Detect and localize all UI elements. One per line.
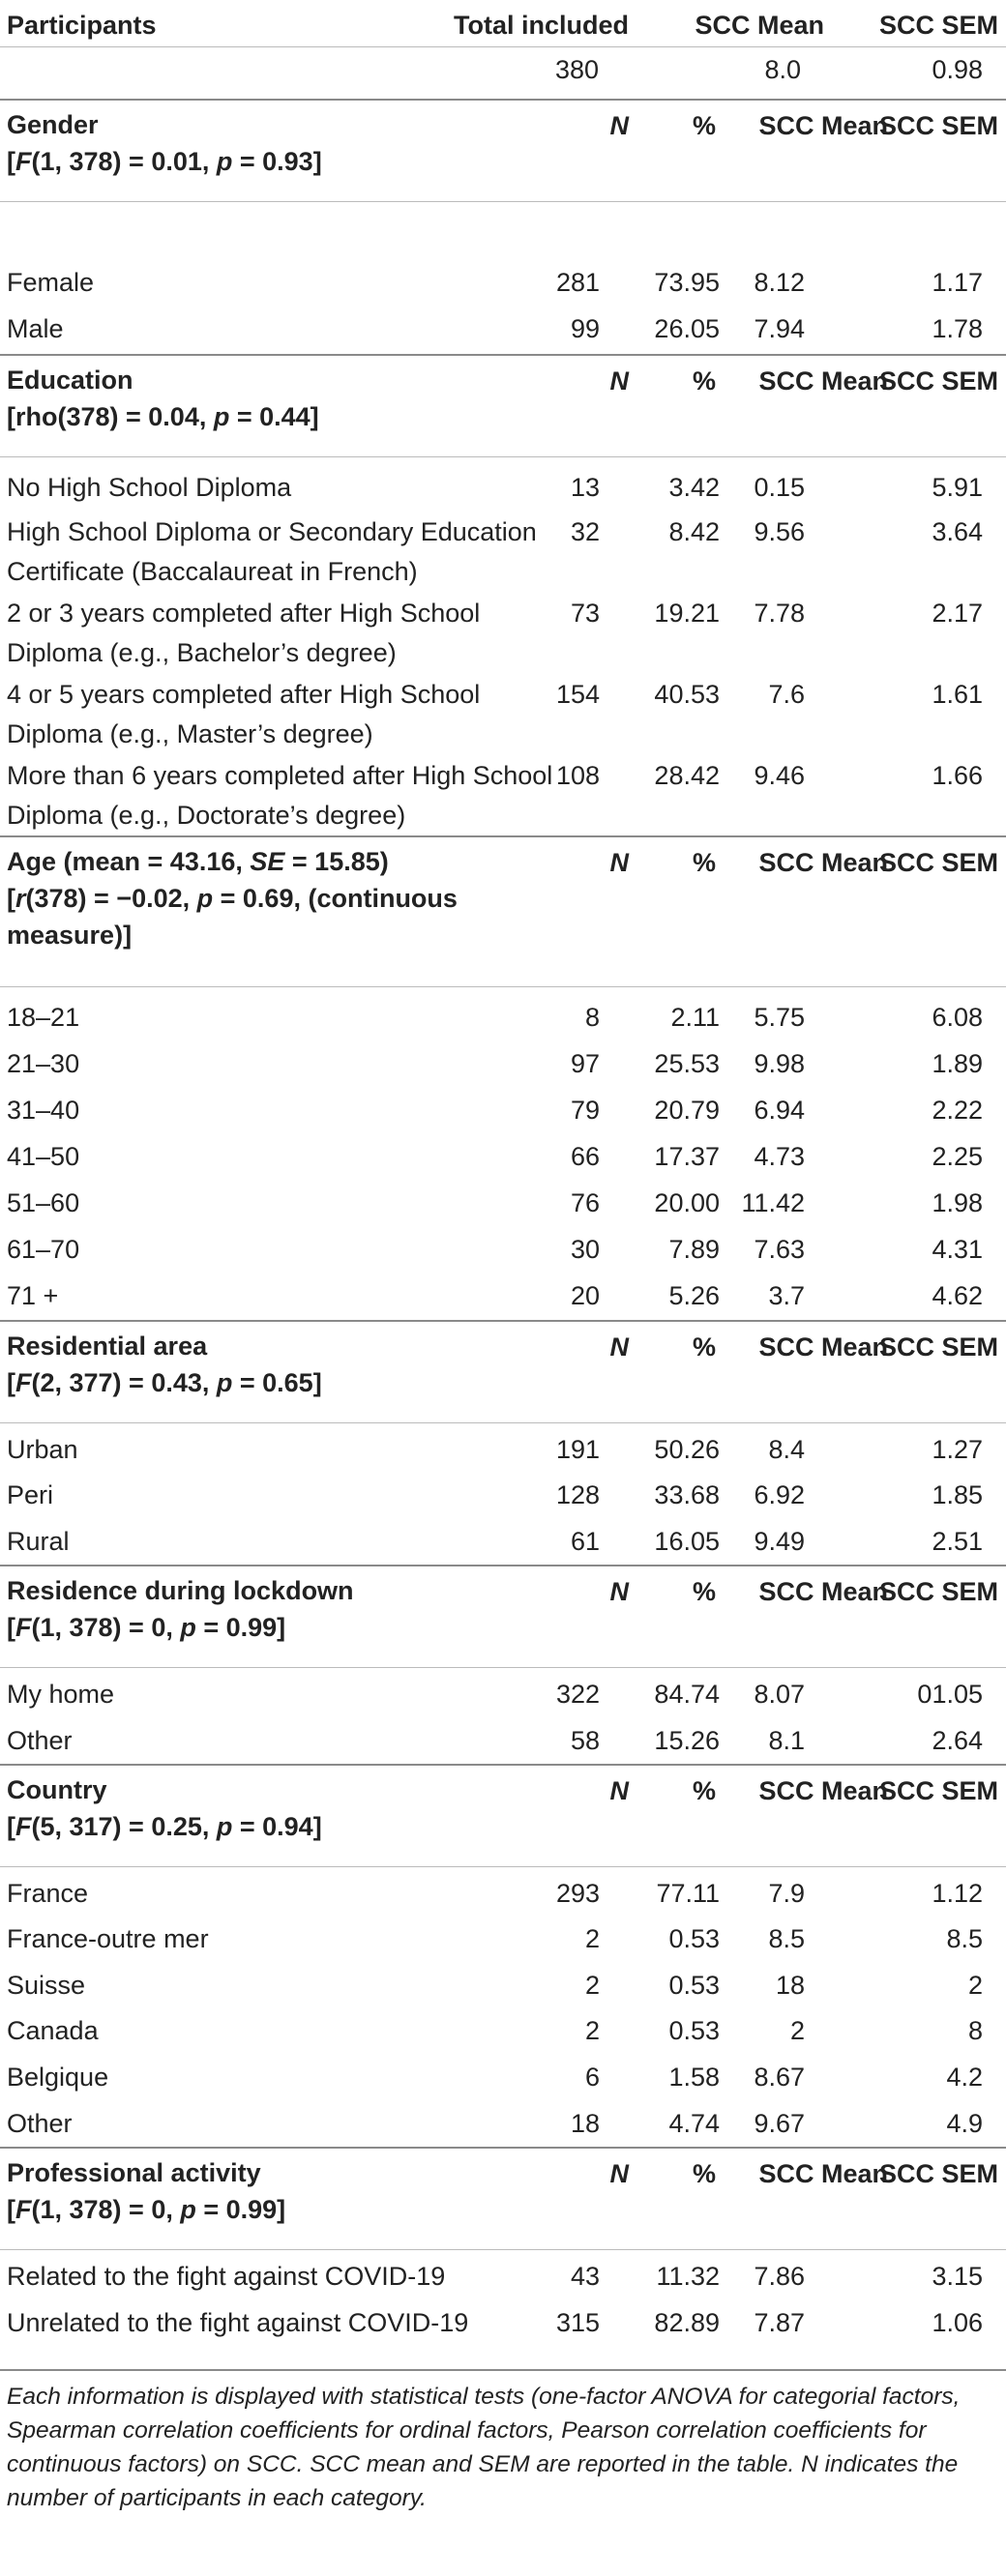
row-n: 2 — [584, 1924, 600, 1953]
row-label: More than 6 years completed after High School Diploma (e.g., Doctorate’s degree) — [7, 761, 553, 830]
row-scc-mean: 6.92 — [754, 1480, 805, 1509]
table-row — [0, 1673, 1006, 1717]
row-scc-sem: 1.61 — [932, 680, 983, 709]
divider — [0, 986, 1006, 987]
row-scc-mean: 8.67 — [754, 2063, 805, 2092]
row-scc-mean: 4.73 — [754, 1142, 805, 1171]
row-n: 76 — [570, 1188, 600, 1217]
row-n: 8 — [584, 1003, 600, 1032]
column-header-percent: % — [692, 111, 716, 140]
row-label: Rural — [7, 1527, 70, 1556]
row-scc-mean: 7.87 — [754, 2308, 805, 2337]
row-scc-mean: 7.78 — [754, 599, 805, 628]
row-scc-sem: 8 — [967, 2016, 983, 2045]
table-row — [0, 1719, 1006, 1764]
row-percent: 82.89 — [654, 2308, 720, 2337]
column-header-scc-mean: SCC Mean — [758, 111, 888, 140]
column-header-n: N — [609, 1332, 629, 1361]
row-scc-sem: 1.06 — [932, 2308, 983, 2337]
row-n: 154 — [555, 680, 600, 709]
row-n: 293 — [555, 1879, 600, 1908]
row-percent: 11.32 — [656, 2262, 720, 2291]
row-scc-sem: 3.15 — [932, 2262, 983, 2291]
section-header-professional-activity — [0, 2149, 1006, 2255]
row-percent: 1.58 — [668, 2063, 720, 2092]
row-n: 79 — [570, 1096, 600, 1125]
row-percent: 3.42 — [668, 473, 720, 502]
row-percent: 0.53 — [668, 1971, 720, 2000]
row-scc-sem: 6.08 — [932, 1003, 983, 1032]
row-percent: 2.11 — [670, 1003, 720, 1032]
table-row — [0, 592, 1006, 673]
row-scc-sem: 4.2 — [946, 2063, 983, 2092]
row-label: France-outre mer — [7, 1924, 209, 1953]
section-header-education — [0, 356, 1006, 462]
column-header-scc-mean: SCC Mean — [758, 1577, 888, 1606]
row-scc-mean: 8.12 — [754, 268, 805, 297]
row-n: 97 — [570, 1049, 600, 1078]
table-header-row — [0, 0, 1006, 43]
row-n: 73 — [570, 599, 600, 628]
row-n: 99 — [570, 314, 600, 343]
row-label: Other — [7, 1726, 73, 1755]
row-scc-mean: 11.42 — [741, 1188, 805, 1217]
column-header-scc-sem: SCC SEM — [878, 848, 998, 877]
row-label: 2 or 3 years completed after High School Diploma (e.g., Bachelor’s degree) — [7, 599, 481, 667]
row-scc-mean: 9.49 — [754, 1527, 805, 1556]
overall-sem: 0.98 — [932, 55, 983, 84]
table-row — [0, 1135, 1006, 1180]
table-row — [0, 673, 1006, 754]
row-scc-mean: 9.98 — [754, 1049, 805, 1078]
row-n: 32 — [570, 517, 600, 546]
row-label: 18–21 — [7, 1003, 80, 1032]
row-scc-sem: 1.89 — [932, 1049, 983, 1078]
row-scc-mean: 8.5 — [768, 1924, 805, 1953]
column-header-scc-sem: SCC SEM — [878, 111, 998, 140]
row-scc-sem: 3.64 — [932, 517, 983, 546]
column-header-percent: % — [692, 848, 716, 877]
row-percent: 40.53 — [654, 680, 720, 709]
divider — [0, 1422, 1006, 1423]
row-scc-mean: 8.4 — [768, 1435, 805, 1464]
row-n: 322 — [555, 1680, 600, 1709]
row-label: Male — [7, 314, 64, 343]
table-row — [0, 2102, 1006, 2147]
table-row — [0, 1089, 1006, 1133]
row-scc-mean: 18 — [775, 1971, 805, 2000]
table-row — [0, 996, 1006, 1040]
row-percent: 73.95 — [654, 268, 720, 297]
row-scc-mean: 2 — [789, 2016, 805, 2045]
row-n: 61 — [570, 1527, 600, 1556]
row-n: 315 — [555, 2308, 600, 2337]
divider — [0, 456, 1006, 457]
row-label: 21–30 — [7, 1049, 80, 1078]
row-percent: 0.53 — [668, 2016, 720, 2045]
table-row — [0, 1520, 1006, 1565]
row-label: Female — [7, 268, 95, 297]
column-header-scc-mean: SCC Mean — [758, 2159, 888, 2188]
column-header-percent: % — [692, 366, 716, 395]
row-percent: 77.11 — [656, 1879, 720, 1908]
row-label: 41–50 — [7, 1142, 80, 1171]
header-scc-mean: SCC Mean — [695, 11, 824, 40]
section-title: Education [rho(378) = 0.04, p = 0.44] — [7, 366, 319, 431]
column-header-n: N — [609, 1776, 629, 1805]
divider — [0, 1866, 1006, 1867]
column-header-percent: % — [692, 2159, 716, 2188]
section-title: Residence during lockdown [F(1, 378) = 0, p = 0.99] — [7, 1576, 354, 1642]
row-scc-sem: 2.17 — [932, 599, 983, 628]
column-header-scc-sem: SCC SEM — [878, 366, 998, 395]
row-n: 108 — [555, 761, 600, 790]
table-row — [0, 1872, 1006, 1917]
row-scc-sem: 1.85 — [932, 1480, 983, 1509]
section-title: Professional activity [F(1, 378) = 0, p = 0.99] — [7, 2158, 286, 2224]
table-row — [0, 1228, 1006, 1273]
row-n: 191 — [555, 1435, 600, 1464]
row-percent: 26.05 — [654, 314, 720, 343]
table-row — [0, 2301, 1006, 2346]
row-n: 20 — [570, 1281, 600, 1310]
column-header-scc-sem: SCC SEM — [878, 2159, 998, 2188]
column-header-scc-sem: SCC SEM — [878, 1776, 998, 1805]
section-title: Country [F(5, 317) = 0.25, p = 0.94] — [7, 1775, 322, 1841]
row-label: High School Diploma or Secondary Education Certificate (Baccalaureat in French) — [7, 517, 537, 586]
row-n: 30 — [570, 1235, 600, 1264]
row-scc-sem: 4.9 — [946, 2109, 983, 2138]
row-percent: 17.37 — [654, 1142, 720, 1171]
header-total-included: Total included — [454, 11, 629, 40]
row-scc-sem: 8.5 — [946, 1924, 983, 1953]
section-title: Residential area [F(2, 377) = 0.43, p = 0.65] — [7, 1332, 322, 1397]
section-title: Age (mean = 43.16, SE = 15.85) [r(378) = −0.02, p = 0.69, (continuous measure)] — [7, 847, 458, 950]
row-label: No High School Diploma — [7, 473, 292, 502]
row-label: Belgique — [7, 2063, 109, 2092]
section-header-residential-area — [0, 1322, 1006, 1428]
row-percent: 8.42 — [668, 517, 720, 546]
row-scc-sem: 1.98 — [932, 1188, 983, 1217]
row-n: 43 — [570, 2262, 600, 2291]
divider — [0, 201, 1006, 202]
column-header-percent: % — [692, 1332, 716, 1361]
table-row — [0, 1964, 1006, 2008]
table-row — [0, 1474, 1006, 1518]
table-row — [0, 1042, 1006, 1087]
row-scc-sem: 1.78 — [932, 314, 983, 343]
row-label: 4 or 5 years completed after High School Diploma (e.g., Master’s degree) — [7, 680, 481, 748]
row-scc-mean: 7.94 — [754, 314, 805, 343]
row-percent: 7.89 — [668, 1235, 720, 1264]
column-header-n: N — [609, 366, 629, 395]
overall-mean: 8.0 — [764, 55, 801, 84]
row-scc-sem: 2.64 — [932, 1726, 983, 1755]
row-percent: 19.21 — [654, 599, 720, 628]
row-scc-mean: 9.56 — [754, 517, 805, 546]
row-n: 66 — [570, 1142, 600, 1171]
row-scc-mean: 5.75 — [754, 1003, 805, 1032]
row-percent: 20.00 — [654, 1188, 720, 1217]
row-label: 61–70 — [7, 1235, 80, 1264]
row-n: 281 — [555, 268, 600, 297]
section-header-residence-during-lockdown — [0, 1566, 1006, 1673]
table-row — [0, 1917, 1006, 1962]
column-header-n: N — [609, 2159, 629, 2188]
column-header-n: N — [609, 1577, 629, 1606]
row-scc-sem: 1.27 — [932, 1435, 983, 1464]
column-header-scc-mean: SCC Mean — [758, 366, 888, 395]
row-label: 71 + — [7, 1281, 59, 1310]
row-n: 18 — [570, 2109, 600, 2138]
table-row — [0, 307, 1006, 352]
row-label: Related to the fight against COVID-19 — [7, 2262, 446, 2291]
column-header-percent: % — [692, 1577, 716, 1606]
row-percent: 25.53 — [654, 1049, 720, 1078]
row-scc-mean: 9.46 — [754, 761, 805, 790]
row-scc-sem: 1.12 — [932, 1879, 983, 1908]
row-scc-mean: 8.1 — [768, 1726, 805, 1755]
divider — [0, 1667, 1006, 1668]
table-row — [0, 1428, 1006, 1473]
table-row — [0, 1182, 1006, 1226]
table-row — [0, 2056, 1006, 2100]
row-label: 51–60 — [7, 1188, 80, 1217]
row-label: 31–40 — [7, 1096, 80, 1125]
header-participants: Participants — [7, 11, 157, 40]
header-scc-sem: SCC SEM — [878, 11, 998, 40]
row-label: Suisse — [7, 1971, 86, 2000]
row-scc-sem: 1.66 — [932, 761, 983, 790]
row-scc-mean: 7.9 — [768, 1879, 805, 1908]
row-label: Other — [7, 2109, 73, 2138]
row-scc-sem: 2 — [967, 1971, 983, 2000]
section-header-age — [0, 837, 1006, 992]
row-scc-mean: 8.07 — [754, 1680, 805, 1709]
row-n: 128 — [555, 1480, 600, 1509]
row-label: France — [7, 1879, 89, 1908]
row-scc-mean: 0.15 — [754, 473, 805, 502]
row-scc-mean: 9.67 — [754, 2109, 805, 2138]
column-header-n: N — [609, 848, 629, 877]
column-header-percent: % — [692, 1776, 716, 1805]
row-percent: 33.68 — [654, 1480, 720, 1509]
row-scc-sem: 5.91 — [932, 473, 983, 502]
row-scc-mean: 6.94 — [754, 1096, 805, 1125]
row-n: 2 — [584, 1971, 600, 2000]
overall-row — [0, 46, 1006, 99]
column-header-scc-mean: SCC Mean — [758, 848, 888, 877]
column-header-scc-mean: SCC Mean — [758, 1776, 888, 1805]
row-n: 58 — [570, 1726, 600, 1755]
row-percent: 0.53 — [668, 1924, 720, 1953]
row-label: Peri — [7, 1480, 54, 1509]
table-bottom-border — [0, 2369, 1006, 2371]
table-row — [0, 2255, 1006, 2299]
row-scc-mean: 7.63 — [754, 1235, 805, 1264]
row-scc-sem: 4.62 — [932, 1281, 983, 1310]
column-header-scc-sem: SCC SEM — [878, 1577, 998, 1606]
row-scc-mean: 7.86 — [754, 2262, 805, 2291]
row-label: My home — [7, 1680, 115, 1709]
table-row — [0, 261, 1006, 306]
table-row — [0, 1274, 1006, 1319]
row-label: Canada — [7, 2016, 99, 2045]
section-title: Gender [F(1, 378) = 0.01, p = 0.93] — [7, 110, 322, 176]
divider — [0, 2249, 1006, 2250]
row-scc-mean: 3.7 — [768, 1281, 805, 1310]
row-n: 2 — [584, 2016, 600, 2045]
overall-total: 380 — [555, 55, 600, 84]
table-row — [0, 754, 1006, 835]
row-percent: 16.05 — [654, 1527, 720, 1556]
section-header-gender — [0, 101, 1006, 207]
row-scc-sem: 2.25 — [932, 1142, 983, 1171]
row-percent: 50.26 — [654, 1435, 720, 1464]
row-scc-sem: 1.17 — [932, 268, 983, 297]
row-percent: 28.42 — [654, 761, 720, 790]
row-scc-sem: 4.31 — [932, 1235, 983, 1264]
row-percent: 4.74 — [668, 2109, 720, 2138]
column-header-scc-sem: SCC SEM — [878, 1332, 998, 1361]
row-scc-mean: 7.6 — [768, 680, 805, 709]
row-percent: 5.26 — [668, 1281, 720, 1310]
row-scc-sem: 2.22 — [932, 1096, 983, 1125]
table-row — [0, 511, 1006, 592]
section-header-country — [0, 1766, 1006, 1872]
row-scc-sem: 2.51 — [932, 1527, 983, 1556]
row-label: Urban — [7, 1435, 78, 1464]
column-header-scc-mean: SCC Mean — [758, 1332, 888, 1361]
table-footnote: Each information is displayed with statistical tests (one-factor ANOVA for categorial factors, Spearman correlation coefficients for ordinal factors, Pearson correlation coefficients for continuous factors) on SCC. SCC mean and SEM are reported in the table. N indicates the number of participants in each category. — [7, 2384, 961, 2511]
row-n: 13 — [570, 473, 600, 502]
row-label: Unrelated to the fight against COVID-19 — [7, 2308, 469, 2337]
column-header-n: N — [609, 111, 629, 140]
table-row — [0, 2009, 1006, 2054]
row-percent: 20.79 — [654, 1096, 720, 1125]
row-percent: 84.74 — [654, 1680, 720, 1709]
row-percent: 15.26 — [654, 1726, 720, 1755]
table-row — [0, 466, 1006, 509]
row-n: 6 — [584, 2063, 600, 2092]
row-scc-sem: 01.05 — [917, 1680, 983, 1709]
